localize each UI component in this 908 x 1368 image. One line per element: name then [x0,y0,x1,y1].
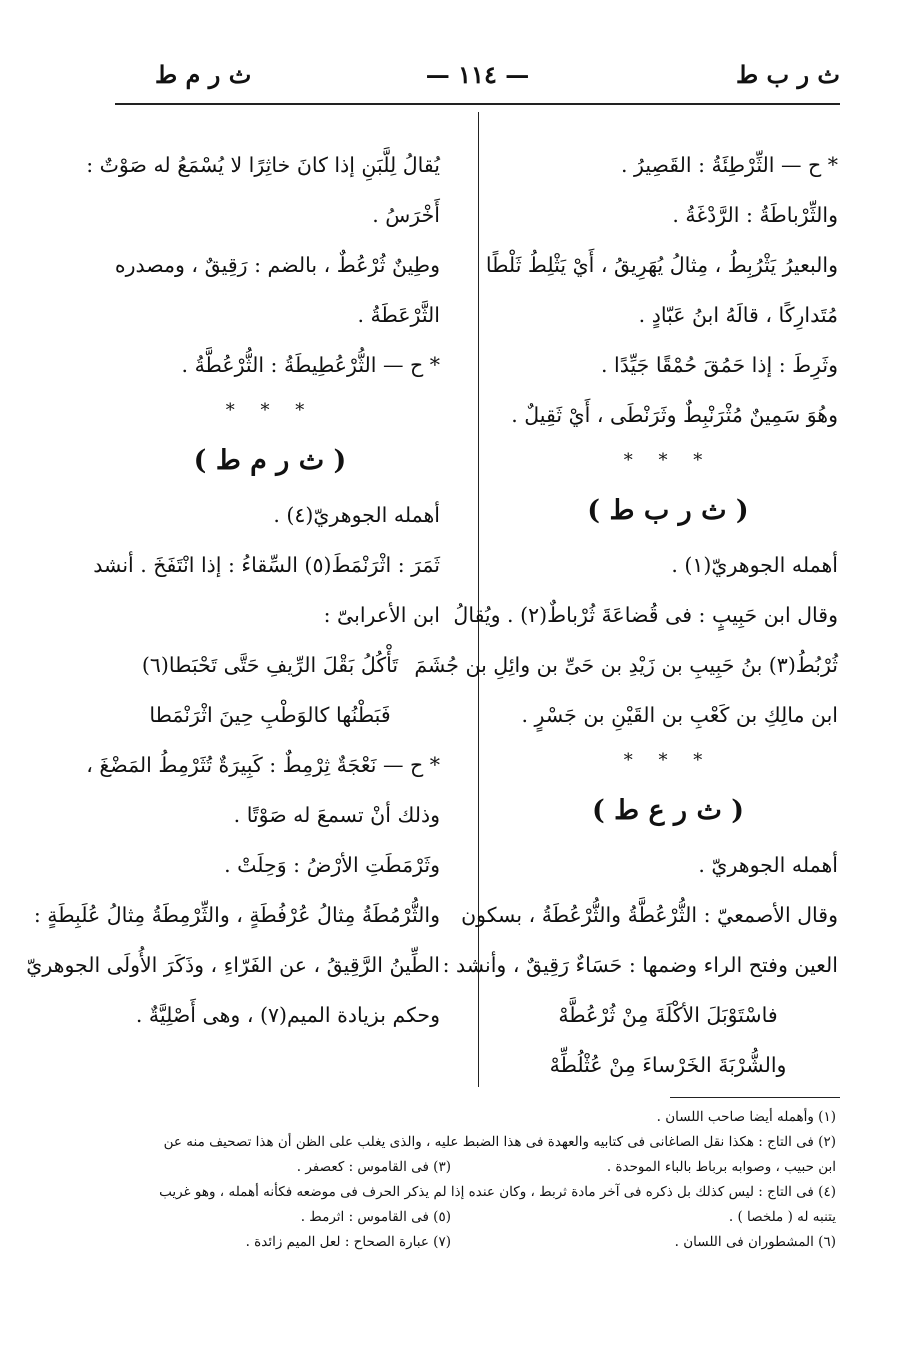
text-line: وحكم بزيادة الميم(٧) ، وهى أَصْلِيَّةٌ . [135,1003,440,1027]
left-column [26,140,440,1040]
text-line: أَخْرَسُ . [372,203,440,227]
footnote: (٢) فى التاج : هكذا نقل الصاغانى فى كتابيه والعهدة فى هذا الضبط عليه ، والذى يغلب على الظن أن هذا تصحيف منه عن [163,1134,836,1150]
footnote: (٧) عبارة الصحاح : لعل الميم زائدة . [245,1234,451,1250]
entry-heading: ( ث ر ع ط ) [591,795,745,826]
text-line: الثَّرْعَطَةُ . [357,303,440,327]
footnote: (٤) فى التاج : ليس كذلك بل ذكره فى آخر مادة ثربط ، وكان عنده إذا لم يذكر الحرف فى موضعه فكأنه أهمله ، وهو غريب [159,1184,836,1200]
footnote: (٦) المشطوران فى اللسان . [674,1234,836,1250]
text-line: وثَرْمَطَتِ الأرْضُ : وَحِلَتْ . [224,853,440,877]
text-line: وهُوَ سَمِينٌ مُثْرَنْبِطٌ وثَرَنْطَى ، أَيْ ثَقِيلٌ . [511,403,838,427]
footnote: (١) وأهمله أيضا صاحب اللسان . [656,1109,836,1125]
text-line: ابن مالِكِ بن كَعْبِ بن القَيْنِ بن جَسْرٍ . [521,703,838,727]
running-header [115,60,840,96]
right-column [414,140,838,1090]
text-line: ثَمَرَ : اثْرَنْمَطَ(٥) السِّقاءُ : إذا انْتَفَخَ . أنشد [93,553,440,577]
footnote-row [66,1155,836,1180]
text-line: وذلك أنْ تسمعَ له صَوْتًا . [233,803,440,827]
text-line: * ح — نَعْجَةٌ ثِرْمِطٌ : كَبِيرَةٌ تُثَرْمِطُ المَضْغَ ، [86,753,440,777]
text-line: العين وفتح الراء وضمها : حَسَاءٌ رَقِيقٌ ، وأنشد : [442,953,838,977]
verse-line: تَأْكُلُ بَقْلَ الرِّيفِ حَتَّى تَحْبَطا(٦) [141,653,399,677]
header-left-root: ث ر م ط [155,60,252,89]
footnote-row [66,1205,836,1230]
text-line: وثَرِطَ : إذا حَمُقَ حُمْقًا جَيِّدًا . [601,353,838,377]
footnote-rule [670,1097,840,1098]
text-line: الطِّينُ الرَّقِيقُ ، عن الفَرّاءِ ، وذَكَرَ الأُولَى الجوهريّ [26,953,440,977]
text-line: مُتَدارِكًا ، قالَهُ ابنُ عَبّادٍ . [638,303,838,327]
text-line: والثِّرْباطَةُ : الرَّدْغَةُ . [672,203,838,227]
entry-heading: ( ث ر م ط ) [193,445,347,476]
text-line: أهمله الجوهريّ(٤) . [273,503,440,527]
footnote: يتنبه له ( ملخصا ) . [728,1209,836,1225]
verse-line: فاسْتَوْبَلَ الأكْلَةَ مِنْ ثُرْعُطَّهْ [558,1003,778,1027]
footnote: (٣) فى القاموس : كعصفر . [296,1159,451,1175]
entry-heading: ( ث ر ب ط ) [587,495,749,526]
text-line: وقال الأصمعيّ : الثُّرْعُطَّةُ والثُّرْعُطَةُ ، بسكون [461,903,838,927]
footnote-row [66,1230,836,1255]
text-line: والبعيرُ يَثْرُبِطُ ، مِثالُ يُهَرِيقُ ، أَيْ يَثْلِطُ ثَلْطًا [485,253,838,277]
text-line: ابن الأعرابىّ : [323,603,440,627]
text-line: * ح — الثُّرْعُطِيطَةُ : الثُّرْعُطَّةُ . [181,353,440,377]
text-line: وقال ابن حَبِيبٍ : فى قُضاعَةَ ثُرْباطٌ(٢) . ويُقالُ [453,603,838,627]
footnote: ابن حبيب ، وصوابه برباط بالباء الموحدة . [606,1159,836,1175]
section-separator: * * * [623,450,713,471]
footnotes [66,1105,836,1255]
text-line: ثُرْبُطُ(٣) بنُ حَبِيبِ بن زَيْدِ بن حَىِّ بن وائِلِ بن جُشَمَ [414,653,838,677]
text-line: أهمله الجوهريّ . [698,853,838,877]
header-rule [115,103,840,105]
text-line: يُقالُ لِلَّبَنِ إذا كانَ خاثِرًا لا يُسْمَعُ له صَوْتٌ : [86,153,440,177]
section-separator: * * * [225,400,315,421]
page-number: — ١١٤ — [425,60,530,89]
footnote: (٥) فى القاموس : اثرمط . [300,1209,451,1225]
verse-line: فَبَطْنُها كالوَطْبِ حِينَ اثْرَنْمَطا [149,703,391,727]
header-right-root: ث ر ب ط [735,60,840,89]
text-line: والثُّرْمُطَةُ مِثالُ عُرْفُطَةٍ ، والثِّرْمِطَةُ مِثالُ عُلَبِطَةٍ : [33,903,440,927]
text-line: وطِينٌ ثُرْعُطٌ ، بالضم : رَقِيقٌ ، ومصدره [114,253,440,277]
verse-line: والشُّرْبَةَ الخَرْساءَ مِنْ عُثْلُطِّهْ [549,1053,787,1077]
text-line: * ح — الثِّرْطِئَةُ : القَصِيرُ . [620,153,838,177]
text-line: أهمله الجوهريّ(١) . [671,553,838,577]
section-separator: * * * [623,750,713,771]
